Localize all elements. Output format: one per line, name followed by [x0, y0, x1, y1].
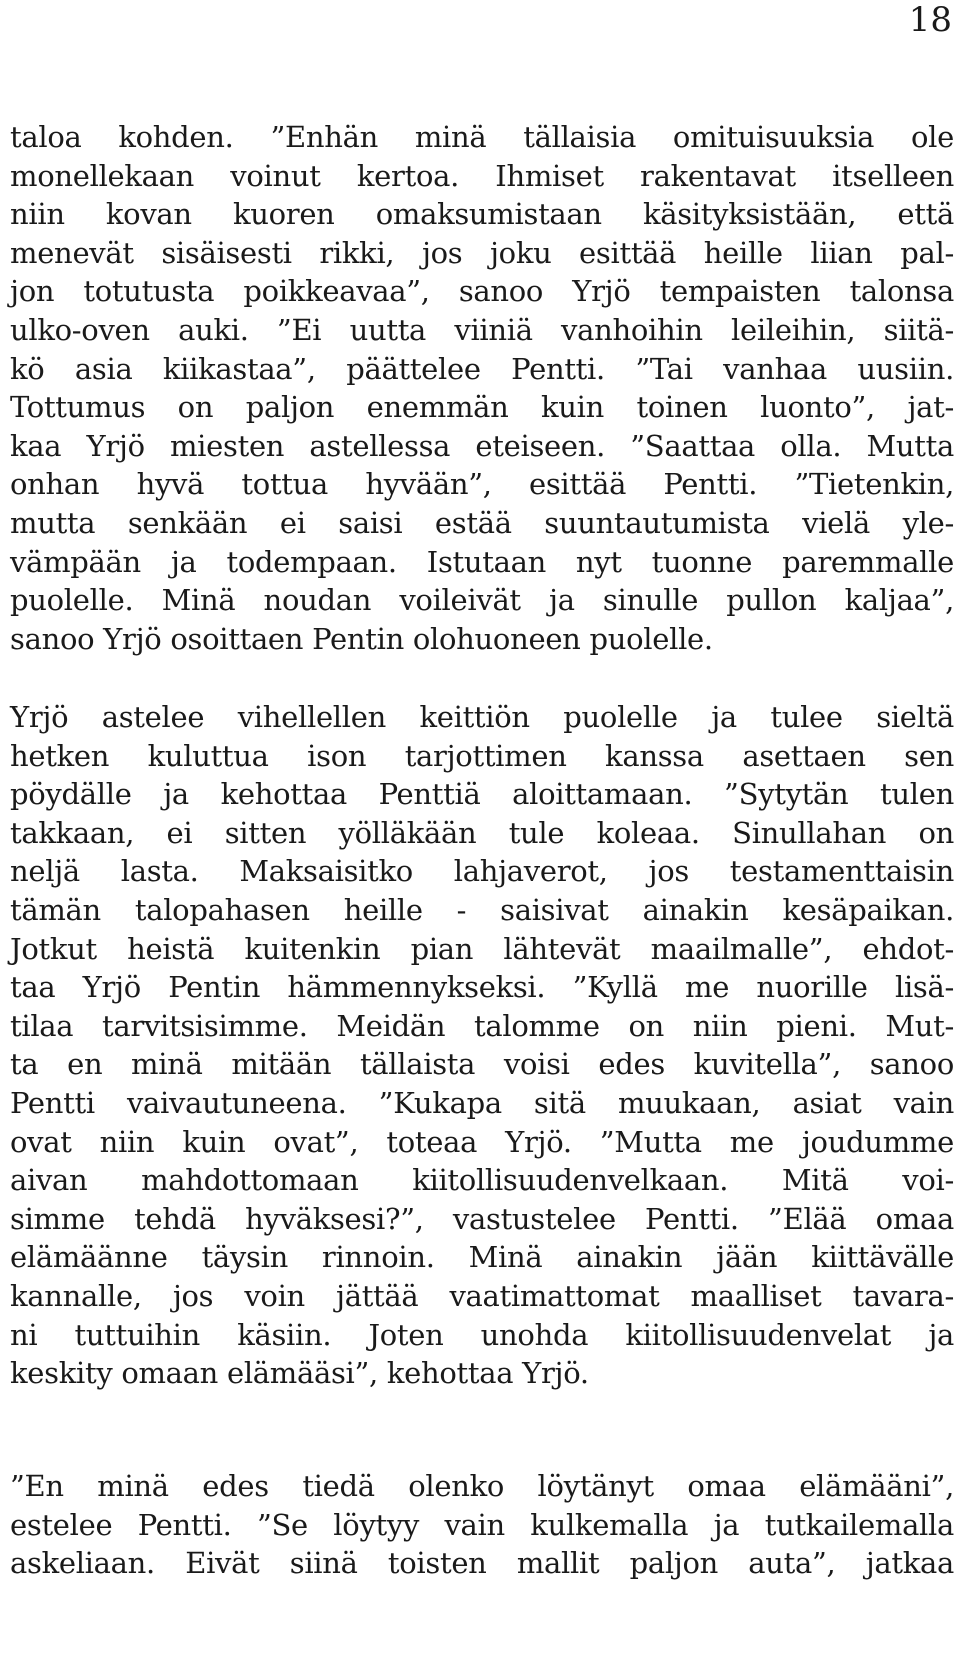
text-line: Jotkut heistä kuitenkin pian lähtevät maailmalle”, ehdot- — [10, 931, 954, 966]
text-line: taa Yrjö Pentin hämmennykseksi. ”Kyllä me nuorille lisä- — [10, 970, 954, 1005]
text-line: onhan hyvä tottua hyvään”, esittää Pentti. ”Tietenkin, — [10, 467, 954, 502]
text-line: simme tehdä hyväksesi?”, vastustelee Pentti. ”Elää omaa — [10, 1201, 954, 1236]
text-line: monellekaan voinut kertoa. Ihmiset rakentavat itselleen — [10, 158, 954, 193]
text-line: kö asia kiikastaa”, päättelee Pentti. ”Tai vanhaa uusiin. — [10, 351, 954, 386]
text-line: sanoo Yrjö osoittaen Pentin olohuoneen puolelle. — [10, 621, 713, 656]
text-line: aivan mahdottomaan kiitollisuudenvelkaan. Mitä voi- — [10, 1163, 954, 1198]
text-line: ulko-oven auki. ”Ei uutta viiniä vanhoihin leileihin, siitä- — [10, 312, 954, 347]
paragraph-3 — [10, 1467, 954, 1583]
text-line: puolelle. Minä noudan voileivät ja sinulle pullon kaljaa”, — [10, 583, 954, 618]
paragraph-1 — [10, 118, 954, 658]
text-line: niin kovan kuoren omaksumistaan käsityksistään, että — [10, 197, 954, 232]
text-line: askeliaan. Eivät siinä toisten mallit paljon auta”, jatkaa — [10, 1546, 954, 1581]
text-line: hetken kuluttua ison tarjottimen kanssa asettaen sen — [10, 738, 954, 773]
text-line: elämäänne täysin rinnoin. Minä ainakin jään kiittävälle — [10, 1240, 954, 1275]
text-line: takkaan, ei sitten yölläkään tule koleaa. Sinullahan on — [10, 815, 954, 850]
text-line: neljä lasta. Maksaisitko lahjaverot, jos testamenttaisin — [10, 854, 954, 889]
text-line: taloa kohden. ”Enhän minä tällaisia omituisuuksia ole — [10, 120, 954, 154]
text-line: menevät sisäisesti rikki, jos joku esittää heille liian pal- — [10, 235, 954, 270]
text-line: ”En minä edes tiedä olenko löytänyt omaa elämääni”, — [10, 1469, 954, 1503]
page-number: 18 — [908, 0, 952, 40]
text-line: jon totutusta poikkeavaa”, sanoo Yrjö tempaisten talonsa — [10, 274, 954, 309]
text-line: ovat niin kuin ovat”, toteaa Yrjö. ”Mutta me joudumme — [10, 1124, 954, 1159]
text-line: pöydälle ja kehottaa Penttiä aloittamaan. ”Sytytän tulen — [10, 777, 954, 812]
text-line: vämpään ja todempaan. Istutaan nyt tuonne paremmalle — [10, 544, 954, 579]
text-line: keskity omaan elämääsi”, kehottaa Yrjö. — [10, 1356, 589, 1391]
text-line: tilaa tarvitsisimme. Meidän talomme on niin pieni. Mut- — [10, 1008, 954, 1043]
text-line: kaa Yrjö miesten astellessa eteiseen. ”Saattaa olla. Mutta — [10, 428, 954, 463]
text-line: estelee Pentti. ”Se löytyy vain kulkemalla ja tutkailemalla — [10, 1507, 954, 1542]
text-line: mutta senkään ei saisi estää suuntautumista vielä yle- — [10, 505, 954, 540]
text-line: ta en minä mitään tällaista voisi edes kuvitella”, sanoo — [10, 1047, 954, 1082]
paragraph-2 — [10, 698, 954, 1393]
text-line: Pentti vaivautuneena. ”Kukapa sitä muukaan, asiat vain — [10, 1085, 954, 1120]
text-line: tämän talopahasen heille - saisivat ainakin kesäpaikan. — [10, 892, 954, 927]
text-line: kannalle, jos voin jättää vaatimattomat maalliset tavara- — [10, 1278, 954, 1313]
text-line: ni tuttuihin käsiin. Joten unohda kiitollisuudenvelat ja — [10, 1317, 954, 1352]
text-line: Tottumus on paljon enemmän kuin toinen luonto”, jat- — [10, 390, 954, 425]
text-line: Yrjö astelee vihellellen keittiön puolelle ja tulee sieltä — [10, 700, 954, 734]
